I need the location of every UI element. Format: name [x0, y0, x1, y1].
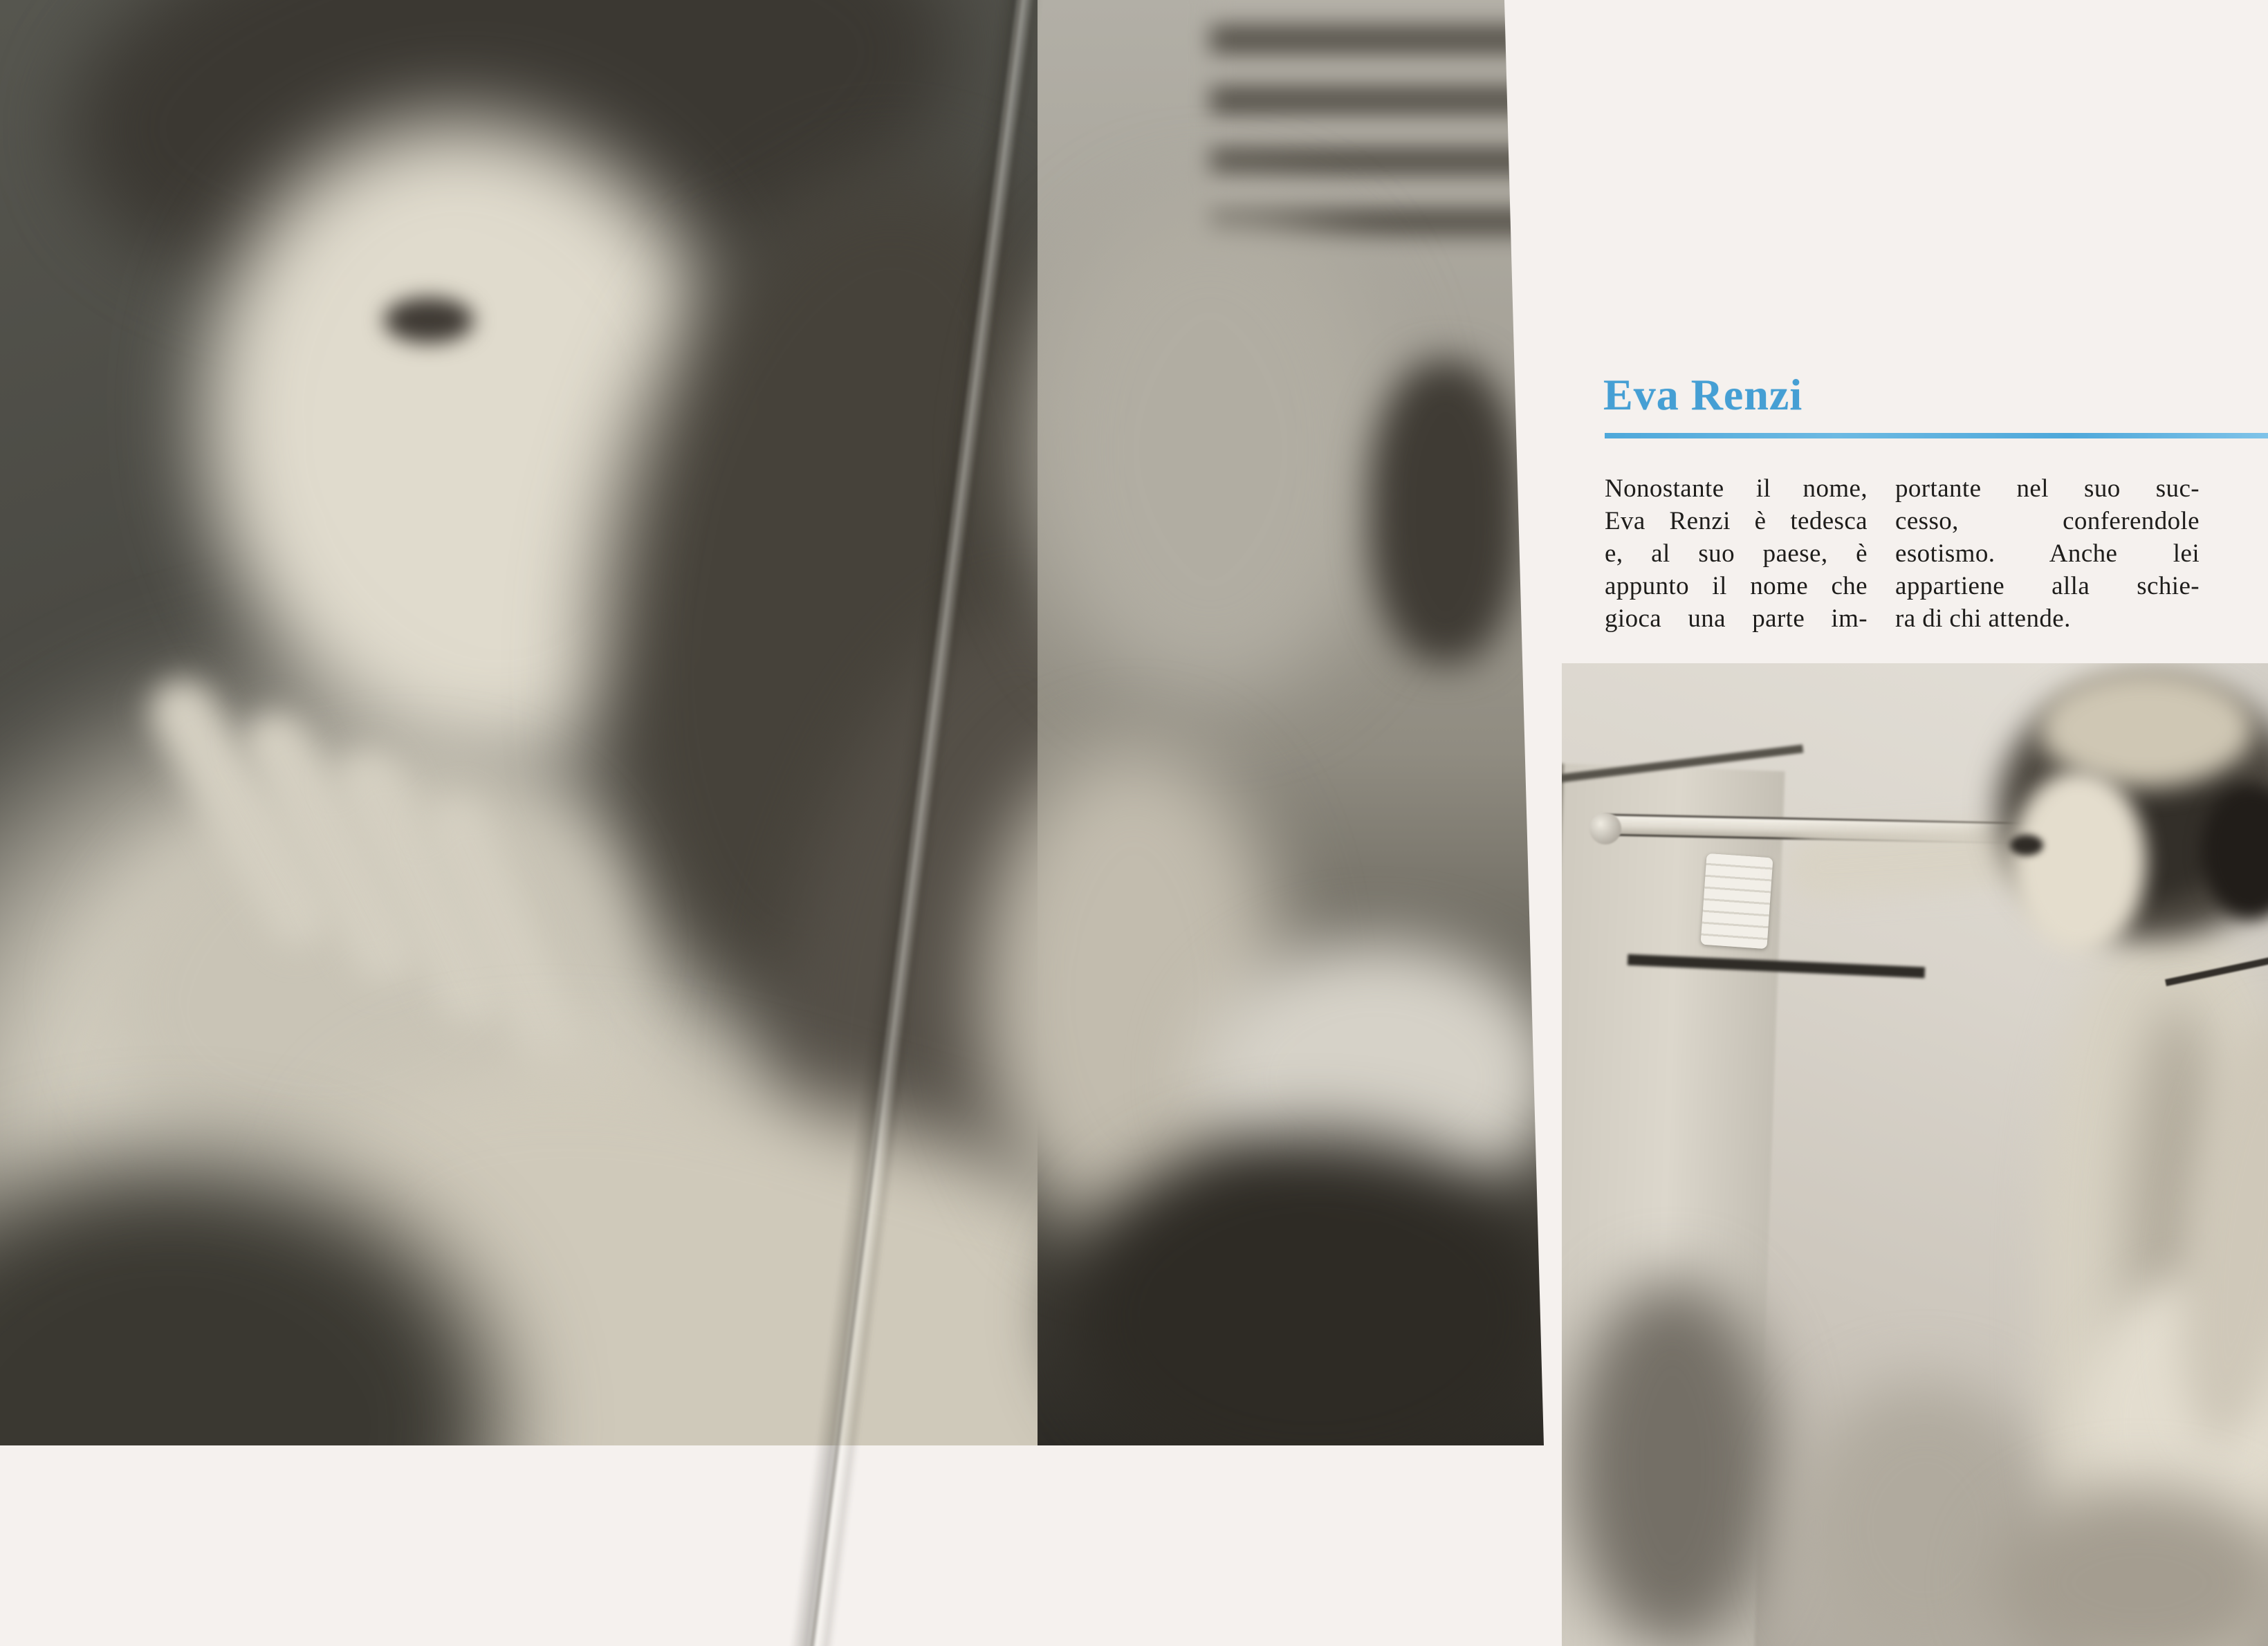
- photo-wall-tone: [1031, 201, 1390, 699]
- text-line: portante nel suo suc-: [1895, 474, 2200, 503]
- text-line: ra di chi attende.: [1895, 604, 2071, 633]
- text-line: Nonostante il nome,: [1605, 474, 1868, 503]
- photo-bookshelf-tone: [1210, 0, 1544, 235]
- text-line: appartiene alla schie-: [1895, 572, 2200, 600]
- photo-eye-tone: [2010, 835, 2043, 856]
- text-line: cesso, conferendole: [1895, 507, 2200, 535]
- photo-rail-end: [1589, 813, 1621, 844]
- photo-hair-fringe-tone: [2039, 670, 2253, 788]
- text-line: Eva Renzi è tedesca: [1605, 507, 1868, 535]
- photo-face-tone: [2011, 770, 2146, 954]
- article-column-2: [1895, 472, 2200, 635]
- photo-lamp-tone: [1370, 360, 1522, 664]
- article-title: Eva Renzi: [1603, 370, 1803, 419]
- article-body: [1605, 472, 2200, 635]
- text-line: gioca una parte im-: [1605, 604, 1868, 633]
- article-column-1: [1605, 472, 1868, 635]
- text-line: e, al suo paese, è: [1605, 539, 1868, 568]
- photo-eye-tone: [384, 297, 474, 343]
- photo-shadow-tone: [1569, 1279, 1776, 1646]
- text-line: esotismo. Anche lei: [1895, 539, 2200, 568]
- text-line: appunto il nome che: [1605, 572, 1868, 600]
- title-rule: [1605, 433, 2268, 438]
- shower-photo: [1562, 663, 2268, 1646]
- photo-room-background: [1038, 0, 1544, 1445]
- photo-small-label: [1701, 853, 1773, 949]
